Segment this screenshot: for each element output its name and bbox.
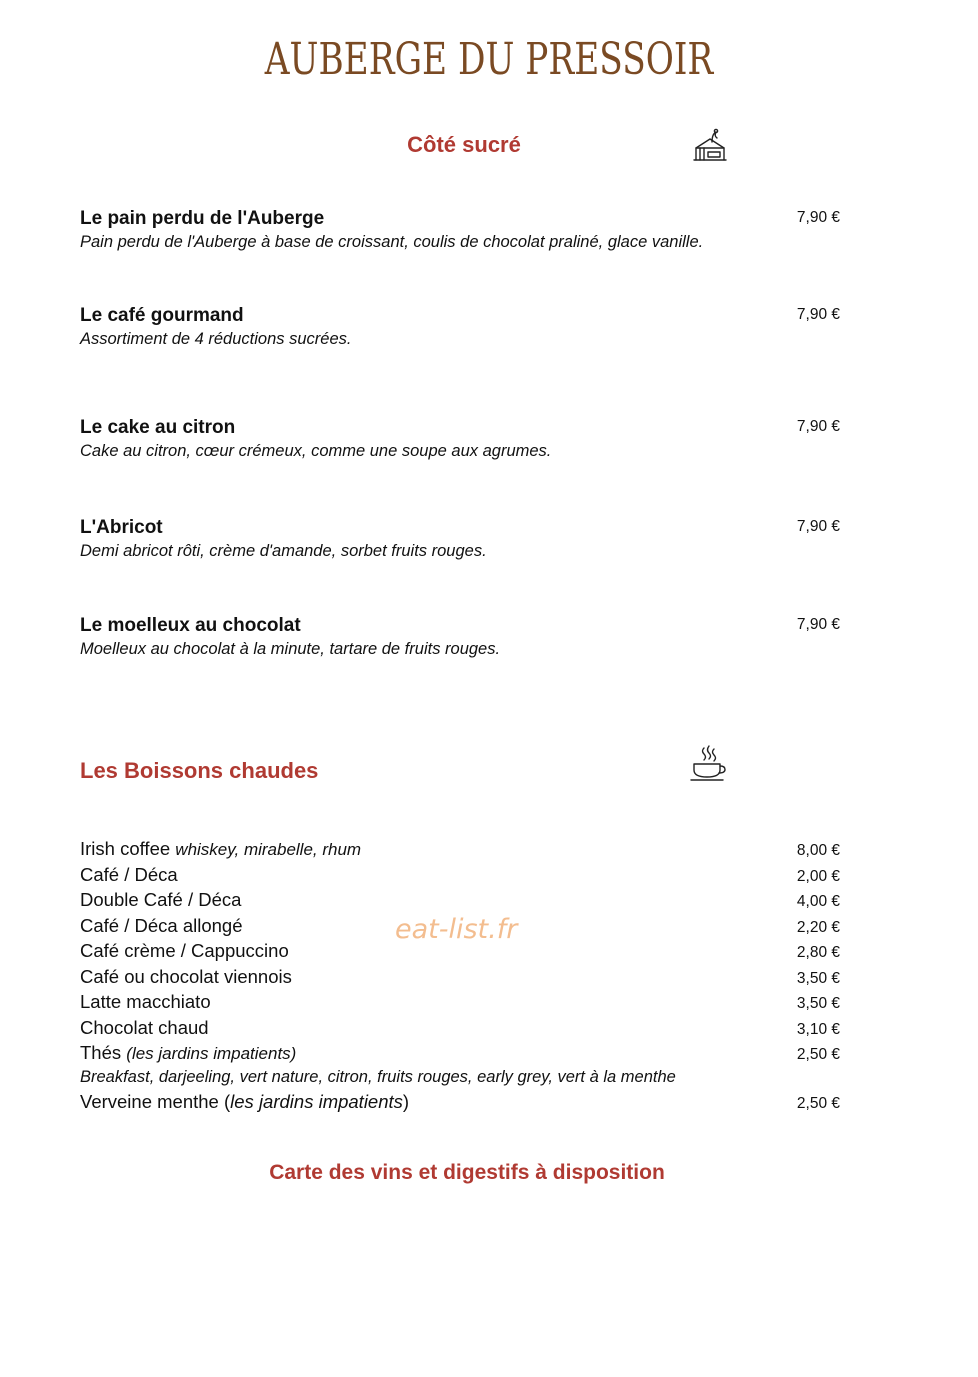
section-title-hot-drinks: Les Boissons chaudes (80, 758, 319, 783)
drink-item (80, 1015, 840, 1041)
drink-item (80, 989, 840, 1015)
drink-price: 8,00 € (796, 842, 840, 859)
drink-price: 3,10 € (796, 1020, 840, 1038)
section-title-desserts: Côté sucré (407, 132, 521, 157)
dish-price: 7,90 € (796, 209, 840, 226)
dish-price: 7,90 € (796, 616, 840, 633)
drink-name-prefix: Verveine menthe ( (80, 1090, 231, 1112)
drink-price: 2,50 € (796, 1094, 840, 1112)
drink-price: 3,50 € (796, 995, 840, 1012)
dish-description: Assortiment de 4 réductions sucrées. (80, 330, 352, 348)
hot-drinks-list (80, 836, 840, 1114)
drink-item (80, 964, 840, 990)
drink-price: 2,00 € (796, 867, 840, 885)
drink-name-italic: les jardins impatients (230, 1090, 403, 1112)
dish-name: Le moelleux au chocolat (80, 615, 301, 636)
drink-item (80, 887, 840, 913)
drink-item (80, 1040, 840, 1066)
drink-name: Latte macchiato (80, 991, 211, 1012)
drink-price: 4,00 € (796, 893, 840, 910)
dish-price: 7,90 € (796, 418, 840, 435)
drink-name: Café / Déca allongé (80, 914, 243, 936)
watermark: eat-list.fr (395, 914, 518, 945)
drink-name: Chocolat chaud (80, 1016, 209, 1038)
dish-description: Demi abricot rôti, crème d'amande, sorbet fruits rouges. (80, 542, 487, 560)
wine-list-note: Carte des vins et digestifs à disposition (269, 1161, 665, 1184)
drink-name: Café / Déca (80, 863, 178, 885)
drink-price: 2,80 € (796, 944, 840, 961)
dish-item (80, 416, 840, 462)
drink-item (80, 862, 840, 888)
drink-detail: whiskey, mirabelle, rhum (175, 840, 362, 859)
hot-coffee-cup-icon (688, 744, 728, 784)
dish-item (80, 614, 840, 660)
drink-name: Café crème / Cappuccino (80, 940, 289, 961)
dish-price: 7,90 € (796, 306, 840, 323)
drink-name: Irish coffee (80, 838, 171, 859)
drink-price: 3,50 € (796, 969, 840, 987)
dish-name: Le pain perdu de l'Auberge (80, 208, 325, 229)
drink-price: 2,50 € (796, 1046, 840, 1063)
dish-item (80, 207, 840, 253)
drink-name: Double Café / Déca (80, 889, 242, 910)
drink-name: Thés (80, 1042, 122, 1063)
dish-price: 7,90 € (796, 518, 840, 535)
dish-item (80, 304, 840, 350)
cake-slice-icon (690, 126, 730, 166)
drink-name-suffix: ) (402, 1090, 410, 1112)
dish-name: L'Abricot (80, 517, 163, 538)
drink-item (80, 1089, 840, 1115)
drink-item (80, 836, 840, 862)
drink-price: 2,20 € (796, 918, 840, 936)
dish-description: Pain perdu de l'Auberge à base de croissant, coulis de chocolat praliné, glace vanille. (80, 233, 704, 251)
drink-name: Café ou chocolat viennois (80, 965, 292, 987)
dish-description: Moelleux au chocolat à la minute, tartare de fruits rouges. (80, 640, 501, 658)
dish-item (80, 516, 840, 562)
restaurant-name: AUBERGE DU PRESSOIR (264, 34, 714, 85)
dish-name: Le café gourmand (80, 305, 244, 326)
drink-detail: (les jardins impatients) (126, 1044, 297, 1063)
tea-varieties-note: Breakfast, darjeeling, vert nature, citron, fruits rouges, early grey, vert à la menthe (80, 1067, 676, 1086)
dish-description: Cake au citron, cœur crémeux, comme une soupe aux agrumes. (80, 442, 552, 460)
dish-name: Le cake au citron (80, 417, 236, 438)
